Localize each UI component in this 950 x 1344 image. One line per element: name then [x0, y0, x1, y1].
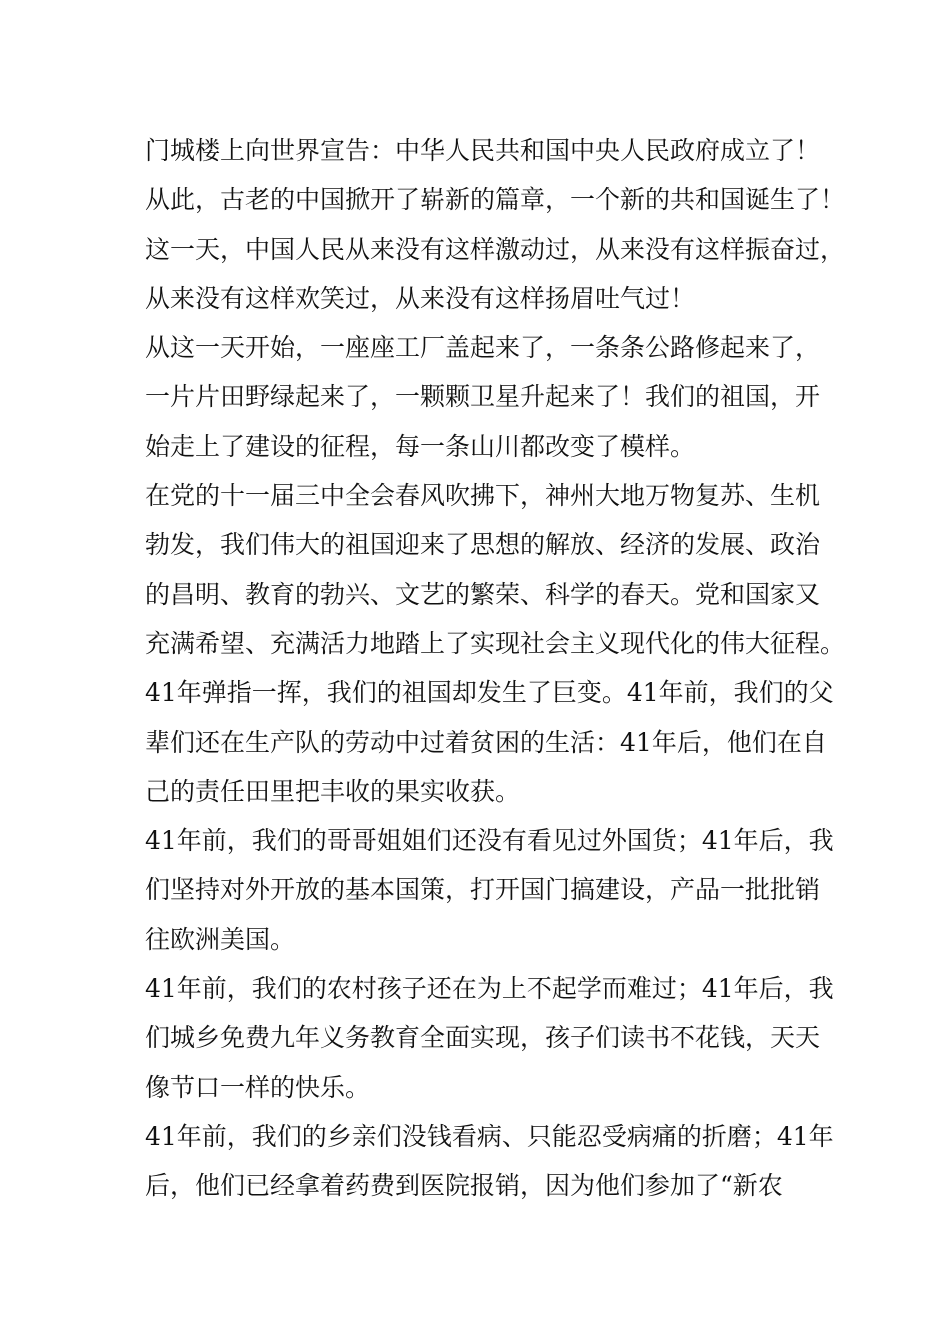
- text-line: 这一天，中国人民从来没有这样激动过，从来没有这样振奋过，: [145, 234, 846, 264]
- text-line: 往欧洲美国。: [145, 924, 296, 954]
- text-line: 在党的十一届三中全会春风吹拂下，神州大地万物复苏、生机: [145, 481, 821, 511]
- text-line: 门城楼上向世界宣告：中华人民共和国中央人民政府成立了！: [145, 136, 821, 165]
- text-line: 们坚持对外开放的基本国策，打开国门搞建设，产品一批批销: [145, 875, 821, 905]
- text-line: 辈们还在生产队的劳动中过着贫困的生活：41年后，他们在自: [145, 727, 827, 757]
- text-line: 们城乡免费九年义务教育全面实现，孩子们读书不花钱，天天: [145, 1023, 821, 1053]
- text-line: 勃发，我们伟大的祖国迎来了思想的解放、经济的发展、政治: [145, 530, 821, 560]
- text-line: 一片片田野绿起来了，一颗颗卫星升起来了！我们的祖国，开: [145, 382, 821, 412]
- text-line: 41年前，我们的乡亲们没钱看病、只能忍受病痛的折磨；41年: [145, 1121, 834, 1151]
- text-line: 的昌明、教育的勃兴、文艺的繁荣、科学的春天。党和国家又: [145, 579, 821, 609]
- text-line: 始走上了建设的征程，每一条山川都改变了模样。: [145, 431, 696, 461]
- text-line: 后，他们已经拿着药费到医院报销，因为他们参加了“新农: [145, 1171, 783, 1201]
- text-line: 41年前，我们的哥哥姐姐们还没有看见过外国货；41年后，我: [145, 826, 834, 856]
- text-line: 从这一天开始，一座座工厂盖起来了，一条条公路修起来了，: [145, 333, 821, 363]
- text-line: 己的责任田里把丰收的果实收获。: [145, 776, 521, 806]
- text-line: 充满希望、充满活力地踏上了实现社会主义现代化的伟大征程。: [145, 628, 846, 658]
- text-line: 从来没有这样欢笑过，从来没有这样扬眉吐气过！: [145, 283, 696, 313]
- body-text: [145, 126, 846, 1211]
- text-line: 41年弹指一挥，我们的祖国却发生了巨变。41年前，我们的父: [145, 678, 834, 708]
- text-line: 像节口一样的快乐。: [145, 1072, 371, 1102]
- text-line: 41年前，我们的农村孩子还在为上不起学而难过；41年后，我: [145, 974, 834, 1004]
- text-line: 从此，古老的中国掀开了崭新的篇章，一个新的共和国诞生了！: [145, 185, 846, 215]
